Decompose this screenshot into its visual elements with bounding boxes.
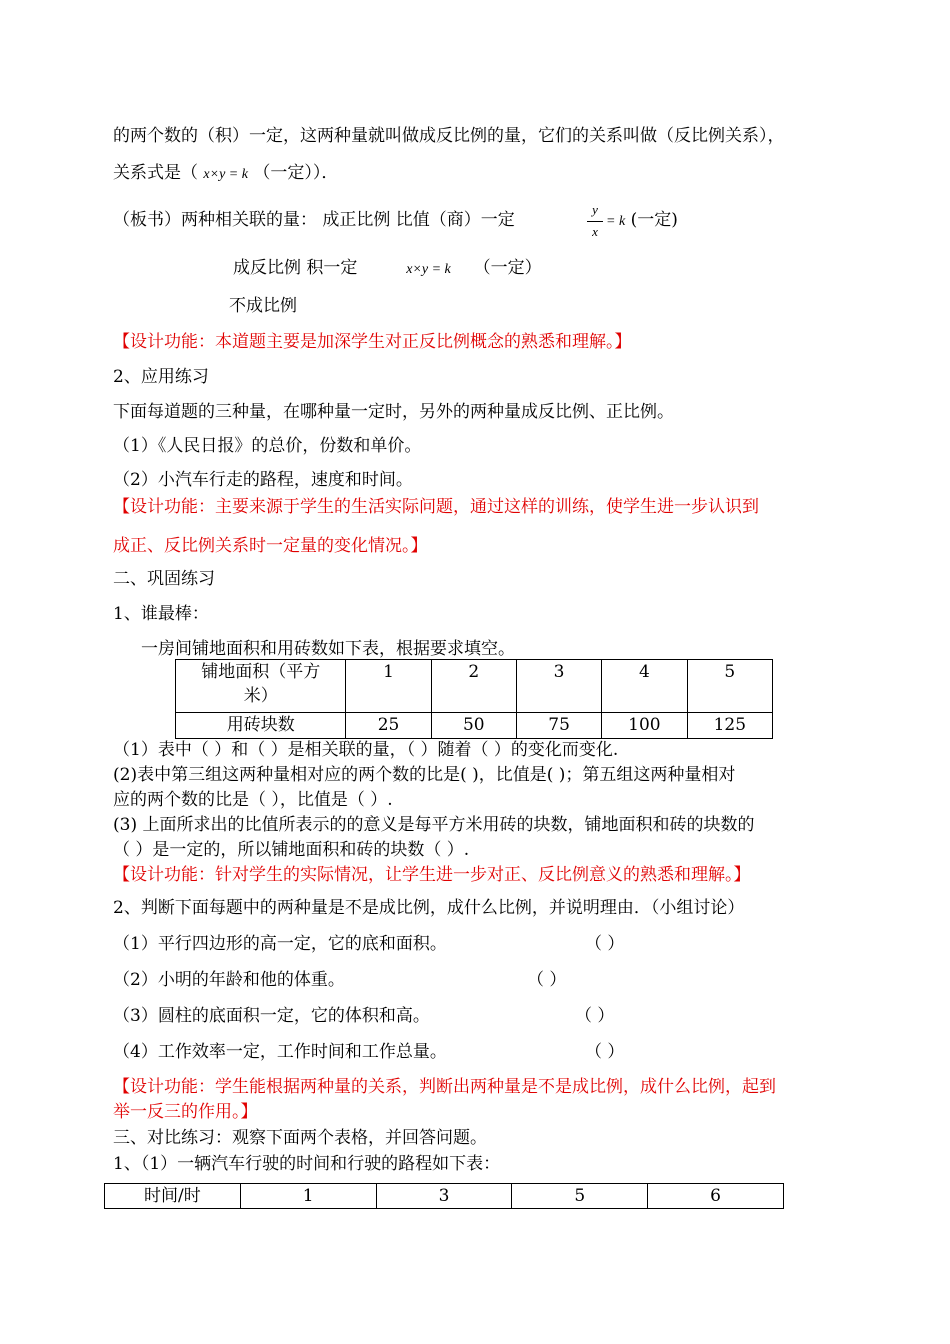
answer-blank: （ ） bbox=[527, 970, 567, 990]
design-note: 成正、反比例关系时一定量的变化情况。】 bbox=[113, 536, 428, 556]
answer-blank: （ ） bbox=[585, 1042, 625, 1062]
judgement-item: （2）小明的年龄和他的体重。 bbox=[113, 970, 345, 990]
table-header-cell: 用砖块数 bbox=[176, 713, 346, 739]
text: 关系式是（ bbox=[113, 163, 198, 183]
judgement-item: （1）平行四边形的高一定，它的底和面积。 bbox=[113, 934, 447, 954]
table-cell: 5 bbox=[687, 660, 772, 713]
question-item: (3) 上面所求出的比值所表示的的意义是每平方米用砖的块数，铺地面积和砖的块数的 bbox=[113, 815, 755, 835]
table-cell: 4 bbox=[602, 660, 687, 713]
table-header-cell bbox=[176, 660, 346, 713]
section-heading: 2、应用练习 bbox=[113, 367, 209, 387]
table-cell: 100 bbox=[602, 713, 687, 739]
text: 成反比例 积一定 bbox=[233, 258, 358, 278]
board-line-1 bbox=[113, 209, 515, 231]
judgement-item: （3）圆柱的底面积一定，它的体积和高。 bbox=[113, 1006, 430, 1026]
paragraph-line: 1、（1）一辆汽车行驶的时间和行驶的路程如下表： bbox=[113, 1154, 501, 1174]
table-cell: 6 bbox=[648, 1184, 784, 1209]
table-row bbox=[176, 713, 773, 739]
paragraph-line: 一房间铺地面积和用砖数如下表，根据要求填空。 bbox=[141, 639, 515, 659]
question-item: (2)表中第三组这两种量相对应的两个数的比是( )，比值是( )；第五组这两种量相对 bbox=[113, 765, 736, 785]
text: （一定） bbox=[473, 258, 542, 278]
board-line-1-tail bbox=[606, 209, 678, 233]
section-heading: 三、对比练习：观察下面两个表格，并回答问题。 bbox=[113, 1128, 487, 1148]
table-header-cell: 时间/时 bbox=[105, 1184, 241, 1209]
table-cell: 3 bbox=[376, 1184, 512, 1209]
board-line-2 bbox=[233, 257, 542, 281]
text: （一定））． bbox=[253, 163, 339, 183]
question-item: （2）小汽车行走的路程，速度和时间。 bbox=[113, 470, 413, 490]
design-note: 【设计功能：本道题主要是加深学生对正反比例概念的熟悉和理解。】 bbox=[113, 332, 632, 352]
formula: x×y = k bbox=[203, 167, 248, 182]
formula: x×y = k bbox=[406, 262, 451, 277]
section-heading: 二、巩固练习 bbox=[113, 569, 215, 589]
section-heading: 2、判断下面每题中的两种量是不是成比例，成什么比例，并说明理由．（小组讨论） bbox=[113, 898, 745, 918]
text: (一定) bbox=[630, 210, 678, 230]
table-cell: 3 bbox=[516, 660, 601, 713]
fraction-denominator: x bbox=[592, 224, 598, 239]
text: 铺地面积（平方 bbox=[201, 662, 321, 682]
formula-line bbox=[113, 162, 338, 186]
fraction-numerator: y bbox=[592, 202, 598, 217]
table-cell: 2 bbox=[431, 660, 516, 713]
formula: = k bbox=[606, 214, 626, 229]
design-note: 举一反三的作用。】 bbox=[113, 1102, 258, 1122]
question-item: （ ）是一定的，所以铺地面积和砖的块数（ ）. bbox=[113, 840, 470, 860]
table-cell: 5 bbox=[512, 1184, 648, 1209]
tile-area-table bbox=[175, 659, 773, 739]
table-cell: 1 bbox=[346, 660, 431, 713]
design-note: 【设计功能：学生能根据两种量的关系，判断出两种量是不是成比例，成什么比例，起到 bbox=[113, 1077, 776, 1097]
text: 米） bbox=[243, 686, 278, 706]
design-note: 【设计功能：针对学生的实际情况，让学生进一步对正、反比例意义的熟悉和理解。】 bbox=[113, 865, 751, 885]
answer-blank: （ ） bbox=[585, 934, 625, 954]
question-item: （1）表中（ ）和（ ）是相关联的量，（ ）随着（ ）的变化而变化. bbox=[113, 740, 619, 760]
board-line-3: 不成比例 bbox=[229, 296, 297, 316]
text: （板书）两种相关联的量： 成正比例 比值（商）一定 bbox=[113, 210, 515, 230]
paragraph-line: 的两个数的（积）一定，这两种量就叫做成反比例的量，它们的关系叫做（反比例关系）， bbox=[113, 126, 785, 146]
table-row bbox=[176, 660, 773, 713]
travel-time-table bbox=[104, 1183, 784, 1209]
table-cell: 50 bbox=[431, 713, 516, 739]
paragraph-line: 下面每道题的三种量，在哪种量一定时，另外的两种量成反比例、正比例。 bbox=[113, 402, 674, 422]
table-row bbox=[105, 1184, 784, 1209]
table-cell: 125 bbox=[687, 713, 772, 739]
table-cell: 75 bbox=[516, 713, 601, 739]
question-item: 应的两个数的比是（ ），比值是（ ）. bbox=[113, 790, 393, 810]
answer-blank: （ ） bbox=[575, 1006, 615, 1026]
table-cell: 1 bbox=[240, 1184, 376, 1209]
design-note: 【设计功能：主要来源于学生的生活实际问题，通过这样的训练，使学生进一步认识到 bbox=[113, 497, 759, 517]
question-item: （1）《人民日报》的总价，份数和单价。 bbox=[113, 436, 422, 456]
judgement-item: （4）工作效率一定，工作时间和工作总量。 bbox=[113, 1042, 447, 1062]
fraction-bar bbox=[587, 221, 603, 222]
section-heading: 1、谁最棒： bbox=[113, 604, 209, 624]
table-cell: 25 bbox=[346, 713, 431, 739]
